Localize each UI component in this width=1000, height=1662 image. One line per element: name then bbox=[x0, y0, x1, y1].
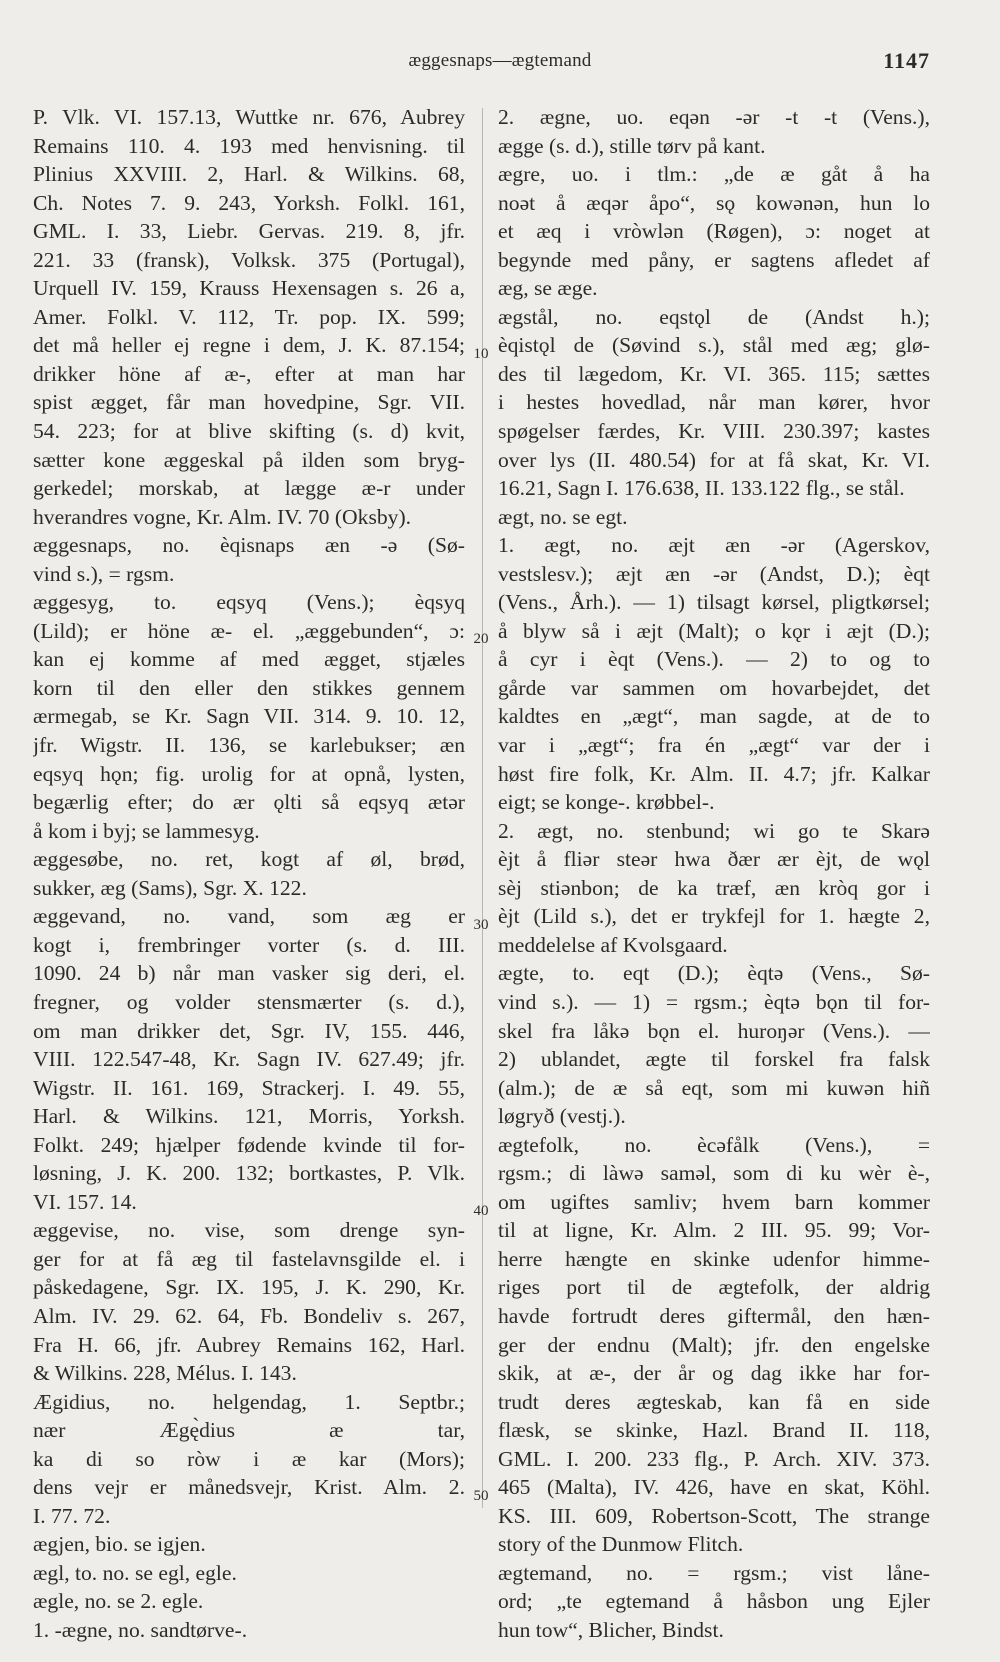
text-line: ger for at få æg til fastelavnsgilde el. i bbox=[33, 1246, 465, 1271]
text-line: ægge (s. d.), stille tørv på kant. bbox=[498, 133, 766, 158]
text-line: kaldtes en „ægt“, man sagde, at de to bbox=[498, 704, 930, 729]
text-line: herre hængte en skinke udenfor himme- bbox=[498, 1246, 930, 1271]
text-line: 465 (Malta), IV. 426, have en skat, Köhl. bbox=[498, 1475, 930, 1500]
text-line: æggesyg, to. eqsyq (Vens.); èqsyq bbox=[33, 590, 465, 615]
text-line: 221. 33 (fransk), Volksk. 375 (Portugal), bbox=[33, 247, 465, 272]
line-number-marker: 10 bbox=[473, 346, 489, 362]
text-line: kan ej komme af med ægget, stjæles bbox=[33, 647, 465, 672]
text-line: æggevand, no. vand, som æg er bbox=[33, 904, 465, 929]
text-line: gerkedel; morskab, at lægge æ-r under bbox=[33, 476, 465, 501]
text-line: jfr. Wigstr. II. 136, se karlebukser; æn bbox=[33, 733, 465, 758]
text-line: om ugiftes samliv; hvem barn kommer bbox=[498, 1189, 930, 1214]
text-line: 1. ægt, no. æjt æn -ər (Agerskov, bbox=[498, 533, 930, 558]
text-line: vind s.), = rgsm. bbox=[33, 561, 175, 586]
text-line: vestslesv.); æjt æn -ər (Andst, D.); èqt bbox=[498, 561, 930, 586]
text-line: sukker, æg (Sams), Sgr. X. 122. bbox=[33, 875, 307, 900]
text-line: (alm.); de æ så eqt, som mi kuwən hiñ bbox=[498, 1075, 930, 1100]
text-line: Ægidius, no. helgendag, 1. Septbr.; bbox=[33, 1389, 465, 1414]
text-line: flæsk, se skinke, Hazl. Brand II. 118, bbox=[498, 1418, 930, 1443]
text-line: èjt (Lild s.), det er trykfejl for 1. hægte 2, bbox=[498, 904, 930, 929]
text-line: Urquell IV. 159, Krauss Hexensagen s. 26 a, bbox=[33, 276, 465, 301]
text-line: var i „ægt“; fra én „ægt“ var der i bbox=[498, 733, 930, 758]
text-line: løgryð (vestj.). bbox=[498, 1104, 626, 1129]
text-line: over lys (II. 480.54) for at få skat, Kr. VI. bbox=[498, 447, 930, 472]
text-line: (Lild); er höne æ- el. „æggebunden“, ɔ: bbox=[33, 618, 465, 643]
line-number-marker: 30 bbox=[473, 917, 489, 933]
text-line: (Vens., Årh.). — 1) tilsagt kørsel, pligtkørsel; bbox=[498, 590, 930, 615]
text-line: Alm. IV. 29. 62. 64, Fb. Bondeliv s. 267, bbox=[33, 1303, 465, 1328]
left-column bbox=[33, 103, 465, 1645]
text-line: eqsyq hǫn; fig. urolig for at opnå, lysten, bbox=[33, 761, 465, 786]
text-line: KS. III. 609, Robertson-Scott, The strange bbox=[498, 1503, 930, 1528]
right-column bbox=[498, 103, 930, 1645]
text-line: GML. I. 200. 233 flg., P. Arch. XIV. 373. bbox=[498, 1446, 930, 1471]
text-line: Folkt. 249; hjælper fødende kvinde til for- bbox=[33, 1132, 465, 1157]
text-line: noət å æqər åpo“, sǫ kowənən, hun lo bbox=[498, 190, 930, 215]
text-line: å cyr i èqt (Vens.). — 2) to og to bbox=[498, 647, 930, 672]
text-line: det må heller ej regne i dem, J. K. 87.154; bbox=[33, 333, 465, 358]
text-line: kogt i, frembringer vorter (s. d. III. bbox=[33, 932, 465, 957]
text-line: æg, se æge. bbox=[498, 276, 598, 301]
text-line: ægstål, no. eqstǫl de (Andst h.); bbox=[498, 304, 930, 329]
text-line: 1. -ægne, no. sandtørve-. bbox=[33, 1617, 248, 1642]
column-divider bbox=[482, 108, 483, 1508]
text-line: 2. ægt, no. stenbund; wi go te Skarə bbox=[498, 818, 930, 843]
text-line: ger der endnu (Malt); jfr. den engelske bbox=[498, 1332, 930, 1357]
text-line: å blyw så i æjt (Malt); o kǫr i æjt (D.); bbox=[498, 618, 930, 643]
text-line: havde fortrudt deres giftermål, den hæn- bbox=[498, 1303, 930, 1328]
text-line: 2. ægne, uo. eqən -ər -t -t (Vens.), bbox=[498, 105, 930, 129]
running-head: æggesnaps—ægtemand bbox=[408, 50, 592, 71]
text-line: høst fire folk, Kr. Alm. II. 4.7; jfr. Kalkar bbox=[498, 761, 930, 786]
text-line: skel fra låkə bǫn el. huroŋər (Vens.). — bbox=[498, 1018, 930, 1043]
text-line: ægt, no. se egt. bbox=[498, 504, 628, 529]
text-line: hverandres vogne, Kr. Alm. IV. 70 (Oksby). bbox=[33, 504, 412, 529]
line-number-marker: 50 bbox=[473, 1488, 489, 1504]
text-line: Remains 110. 4. 193 med henvisning. til bbox=[33, 133, 465, 158]
text-line: story of the Dunmow Flitch. bbox=[498, 1532, 744, 1557]
text-line: ægtemand, no. = rgsm.; vist låne- bbox=[498, 1560, 930, 1585]
text-line: i hestes hovedlad, når man kører, hvor bbox=[498, 390, 930, 415]
text-line: å kom i byj; se lammesyg. bbox=[33, 818, 260, 843]
text-line: dens vejr er månedsvejr, Krist. Alm. 2. bbox=[33, 1475, 465, 1500]
text-line: æggevise, no. vise, som drenge syn- bbox=[33, 1218, 465, 1243]
text-line: begynde med påny, er sagtens afledet af bbox=[498, 247, 930, 272]
text-line: Fra H. 66, jfr. Aubrey Remains 162, Harl. bbox=[33, 1332, 465, 1357]
text-line: 2) ublandet, ægte til forskel fra falsk bbox=[498, 1047, 930, 1072]
text-line: æggesnaps, no. èqisnaps æn -ə (Sø- bbox=[33, 533, 465, 558]
text-line: 54. 223; for at blive skifting (s. d) kvit, bbox=[33, 419, 465, 444]
text-line: drikker höne af æ-, efter at man har bbox=[33, 361, 465, 386]
text-line: des til lægedom, Kr. VI. 365. 115; sættes bbox=[498, 361, 930, 386]
text-line: spist ægget, får man hovedpine, Sgr. VII. bbox=[33, 390, 465, 415]
text-line: ægtefolk, no. ècəfålk (Vens.), = bbox=[498, 1132, 930, 1157]
text-line: påskedagene, Sgr. IX. 195, J. K. 290, Kr. bbox=[33, 1275, 465, 1300]
text-line: gårde var sammen om hovarbejdet, det bbox=[498, 675, 930, 700]
line-number-marker: 40 bbox=[473, 1203, 489, 1219]
text-line: om man drikker det, Sgr. IV, 155. 446, bbox=[33, 1018, 465, 1043]
text-line: løsning, J. K. 200. 132; bortkastes, P. Vlk. bbox=[33, 1161, 465, 1186]
text-line: ægjen, bio. se igjen. bbox=[33, 1532, 206, 1557]
text-line: & Wilkins. 228, Mélus. I. 143. bbox=[33, 1361, 297, 1386]
text-line: til at ligne, Kr. Alm. 2 III. 95. 99; Vor- bbox=[498, 1218, 930, 1243]
text-line: sætter kone æggeskal på ilden som bryg- bbox=[33, 447, 465, 472]
text-line: Ch. Notes 7. 9. 243, Yorksh. Folkl. 161, bbox=[33, 190, 465, 215]
text-line: eigt; se konge-. krøbbel-. bbox=[498, 790, 715, 815]
text-line: VI. 157. 14. bbox=[33, 1189, 137, 1214]
text-line: ærmegab, se Kr. Sagn VII. 314. 9. 10. 12, bbox=[33, 704, 465, 729]
text-line: spøgelser færdes, Kr. VIII. 230.397; kastes bbox=[498, 419, 930, 444]
text-line: GML. I. 33, Liebr. Gervas. 219. 8, jfr. bbox=[33, 219, 465, 244]
text-line: trudt deres ægteskab, kan få en side bbox=[498, 1389, 930, 1414]
text-line: I. 77. 72. bbox=[33, 1503, 111, 1528]
text-line: ord; „te egtemand å håsbon ung Ejler bbox=[498, 1589, 930, 1614]
text-line: korn til den eller den stikkes gennem bbox=[33, 675, 465, 700]
text-line: ægte, to. eqt (D.); èqtə (Vens., Sø- bbox=[498, 961, 930, 986]
text-line: èqistǫl de (Søvind s.), stål med æg; glø- bbox=[498, 333, 930, 358]
text-line: nær Ægę̀dius æ tar, bbox=[33, 1418, 465, 1443]
text-line: èjt å fliər steər hwa ðær ær èjt, de wǫl bbox=[498, 847, 930, 872]
text-line: æggesøbe, no. ret, kogt af øl, brød, bbox=[33, 847, 465, 872]
page-number: 1147 bbox=[883, 48, 930, 73]
text-line: ægre, uo. i tlm.: „de æ gåt å ha bbox=[498, 162, 930, 187]
text-line: et æq i vròwlən (Røgen), ɔ: noget at bbox=[498, 219, 930, 244]
text-line: VIII. 122.547-48, Kr. Sagn IV. 627.49; jfr. bbox=[33, 1047, 465, 1072]
text-line: begærlig efter; do ær ǫlti så eqsyq ætər bbox=[33, 790, 465, 815]
text-line: ka di so ròw i æ kar (Mors); bbox=[33, 1446, 465, 1471]
text-line: ægle, no. se 2. egle. bbox=[33, 1589, 204, 1614]
text-line: ægl, to. no. se egl, egle. bbox=[33, 1560, 237, 1585]
text-line: meddelelse af Kvolsgaard. bbox=[498, 932, 728, 957]
text-line: 16.21, Sagn I. 176.638, II. 133.122 flg., se stål. bbox=[498, 476, 905, 501]
text-line: 1090. 24 b) når man vasker sig deri, el. bbox=[33, 961, 465, 986]
text-line: fregner, og volder stensmærter (s. d.), bbox=[33, 989, 465, 1014]
text-line: hun tow“, Blicher, Bindst. bbox=[498, 1617, 724, 1642]
text-line: vind s.). — 1) = rgsm.; èqtə bǫn til for- bbox=[498, 989, 930, 1014]
text-line: Amer. Folkl. V. 112, Tr. pop. IX. 599; bbox=[33, 304, 465, 329]
text-line: riges port til de ægtefolk, der aldrig bbox=[498, 1275, 930, 1300]
text-line: skik, at æ-, der år og dag ikke har for- bbox=[498, 1361, 930, 1386]
text-line: Wigstr. II. 161. 169, Strackerj. I. 49. 55, bbox=[33, 1075, 465, 1100]
text-line: sèj stiənbon; de ka træf, æn kròq gor i bbox=[498, 875, 930, 900]
text-line: Harl. & Wilkins. 121, Morris, Yorksh. bbox=[33, 1104, 465, 1129]
line-number-marker: 20 bbox=[473, 631, 489, 647]
text-line: Plinius XXVIII. 2, Harl. & Wilkins. 68, bbox=[33, 162, 465, 187]
text-line: rgsm.; di làwə saməl, som di ku wèr è-, bbox=[498, 1161, 930, 1186]
text-line: P. Vlk. VI. 157.13, Wuttke nr. 676, Aubrey bbox=[33, 105, 465, 129]
